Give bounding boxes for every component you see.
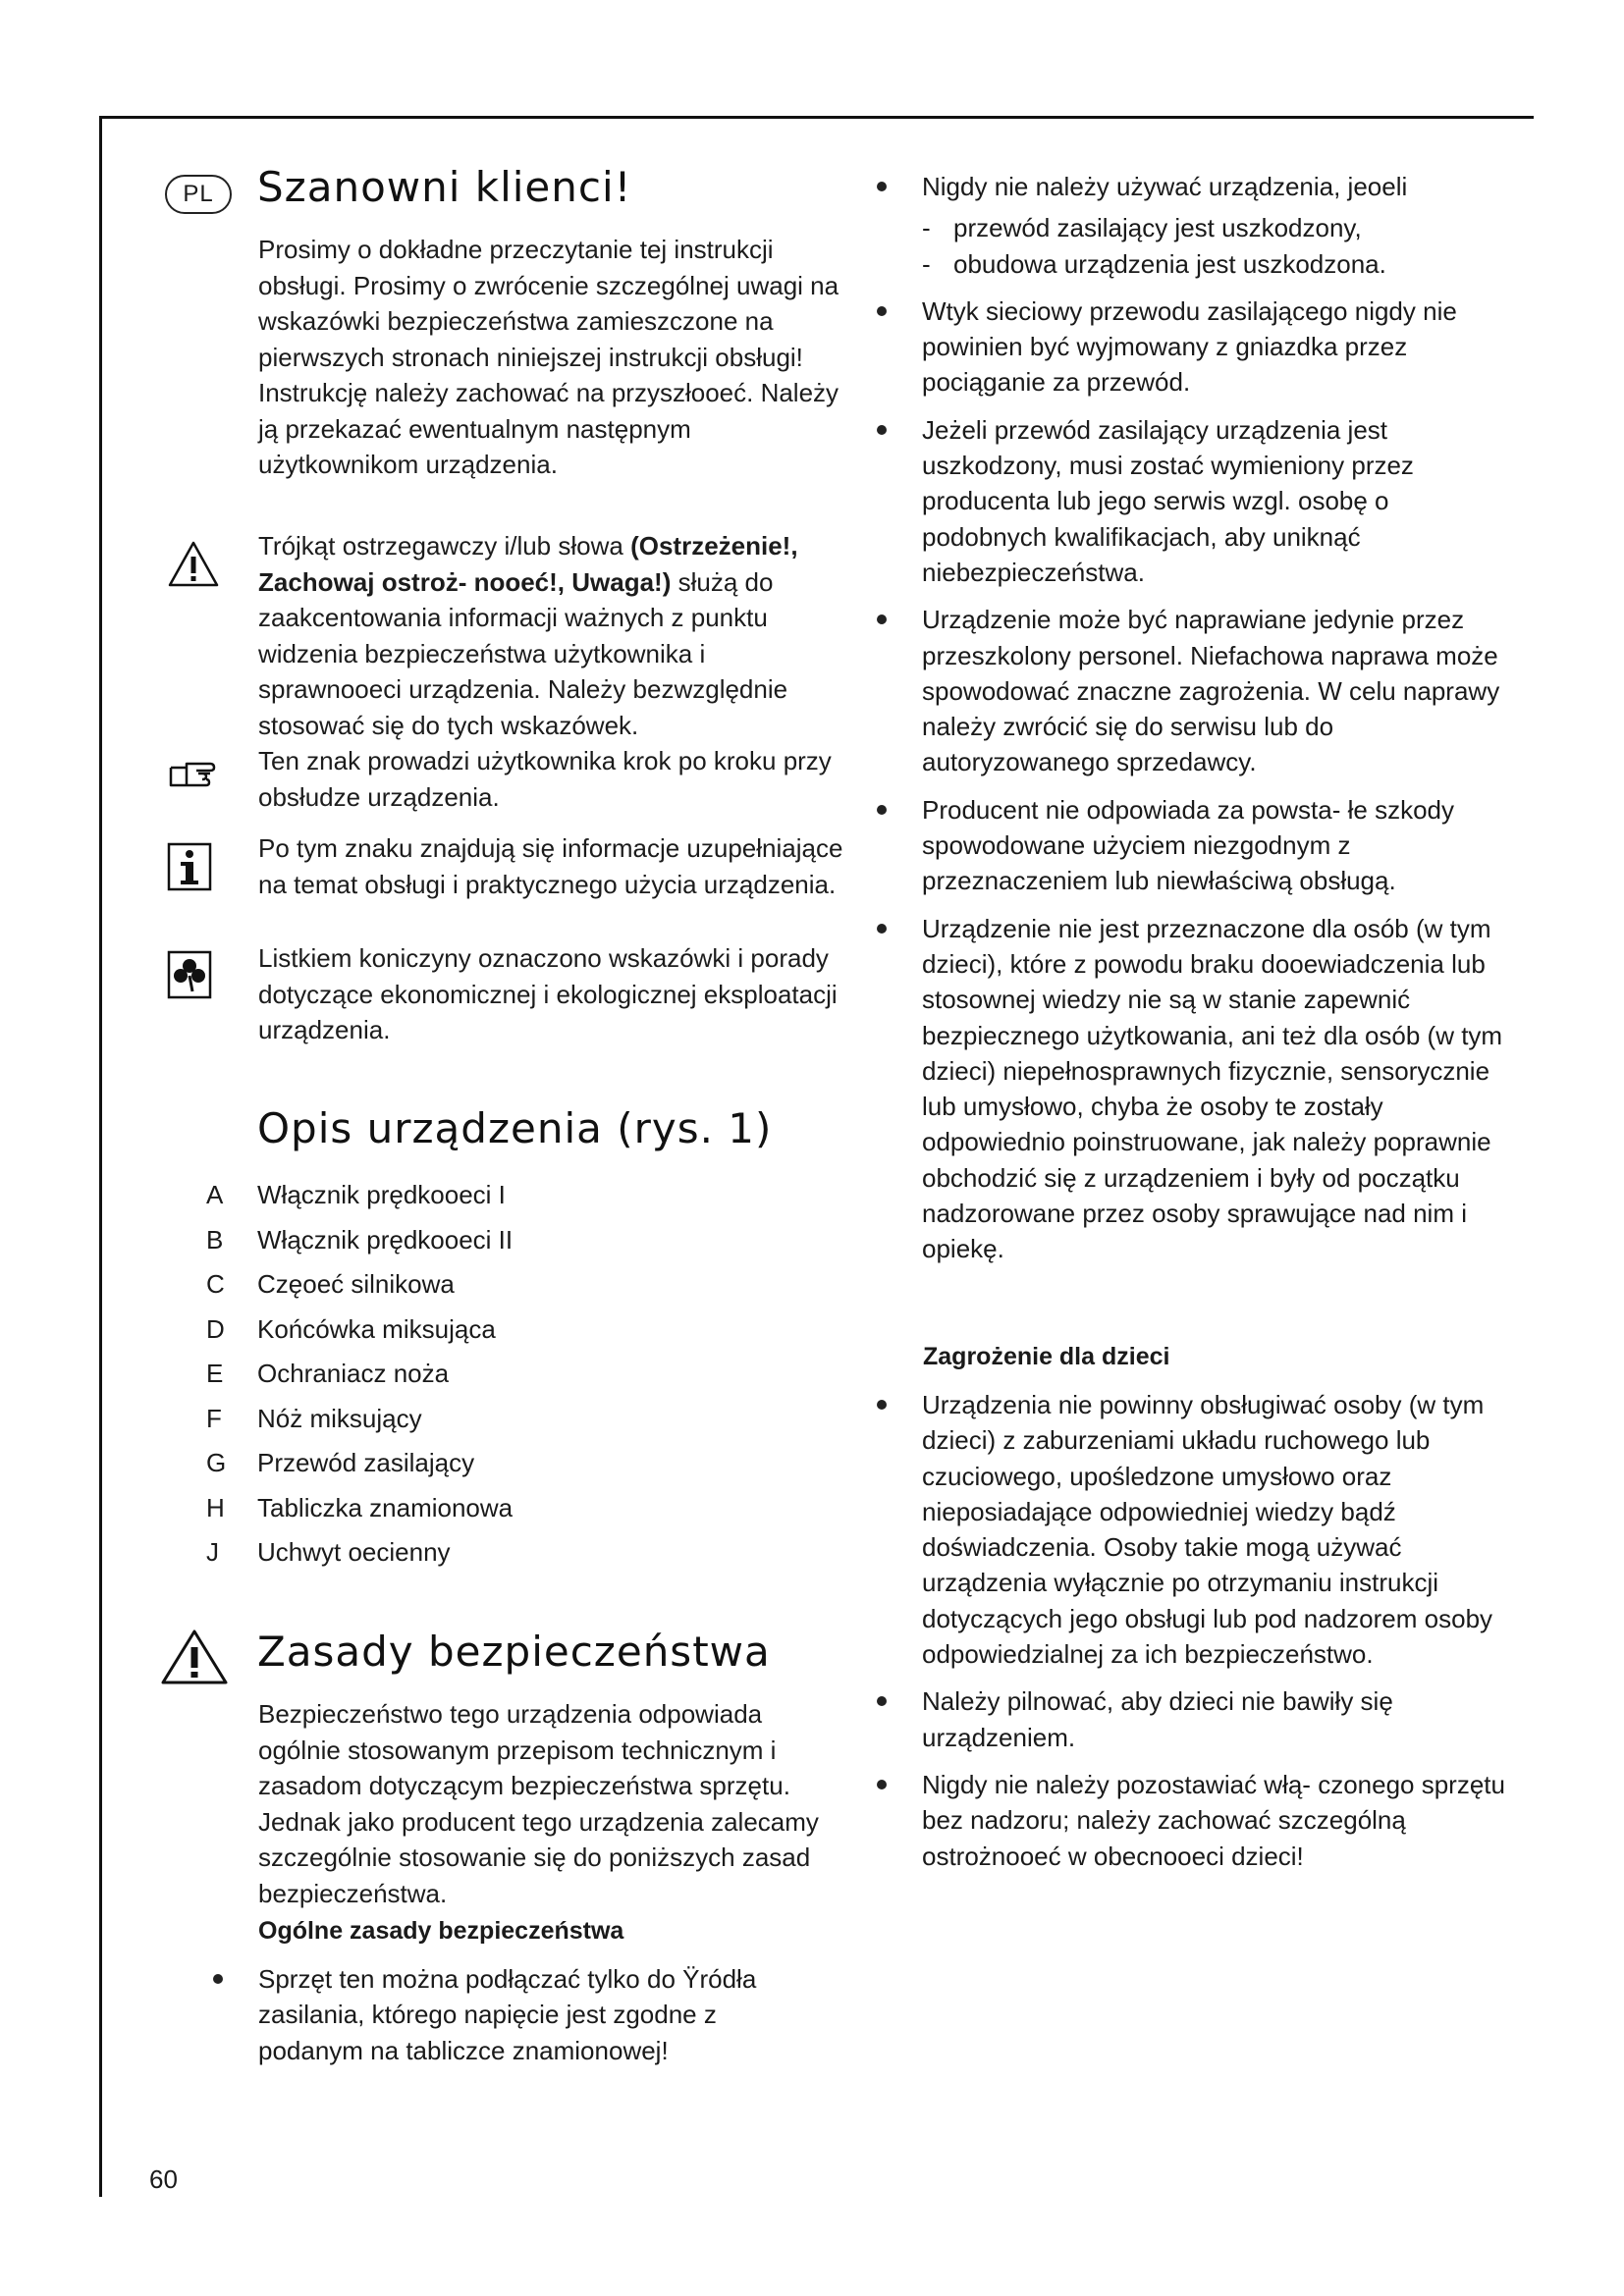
parts-list-item: J Uchwyt oecienny [206,1537,451,1567]
safety-bullet: Urządzenia nie powinny obsługiwać osoby (w tym dzieci) z zaburzeniami układu ruchowego lub czuciowego, upośledzone umysłowo oraz nieposiadające odpowiedniej wiedzy bądź doświadczenia. Osoby takie mogą używać urządzenia wyłącznie po otrzymaniu instrukcji dotyczących jego obsługi lub pod nadzorem osoby odpowiedzialnej za ich bezpieczeństwo. [877,1387,1505,1672]
parts-list [206,1173,513,1575]
greeting-paragraph: Prosimy o dokładne przeczytanie tej instrukcji obsługi. Prosimy o zwrócenie szczególnej uwagi na wskazówki bezpieczeństwa zamieszczone na pierwszych stronach niniejszej instrukcji obsługi! Instrukcję należy zachować na przyszłooeć. Należy ją przekazać ewentualnym następnym użytkownikom urządzenia. [258,235,839,479]
description-heading: Opis urządzenia (rys. 1) [257,1104,773,1152]
safety-sub-item: - przewód zasilający jest uszkodzony, [922,210,1505,245]
general-safety-list [213,1961,822,2080]
page-frame-top-rule [99,116,1534,119]
page-number: 60 [149,2164,178,2194]
safety-heading: Zasady bezpieczeństwa [257,1628,771,1676]
parts-list-item: E Ochraniacz noża [206,1359,450,1388]
hand-symbol-explanation: Ten znak prowadzi użytkownika krok po kroku przy obsłudze urządzenia. [258,746,832,812]
safety-bullet: Wtyk sieciowy przewodu zasilającego nigdy nie powinien być wyjmowany z gniazdka przez pociąganie za przewód. [877,294,1505,400]
eco-symbol-explanation: Listkiem koniczyny oznaczono wskazówki i porady dotyczące ekonomicznej i ekologicznej eksploatacji urządzenia. [258,943,838,1044]
parts-list-item: C Częoeć silnikowa [206,1269,455,1299]
parts-list-item: D Końcówka miksująca [206,1313,496,1344]
warning-text-bold: (Ostrzeżenie!, Zachowaj ostroż- nooeć!, Uwaga!) [258,531,798,597]
safety-bullet: Jeżeli przewód zasilający urządzenia jest uszkodzony, musi zostać wymieniony przez producenta lub jego serwis wzgl. osobę o podobnych kwalifikacjach, aby uniknąć niebezpieczeństwa. [877,412,1505,590]
warning-symbol-explanation [258,528,847,743]
children-safety-list [877,1387,1505,1886]
page-frame-left-rule [99,116,102,2197]
info-icon [167,842,212,891]
children-hazard-subheading: Zagrożenie dla dzieci [923,1343,1170,1370]
safety-bullet: Sprzęt ten można podłączać tylko do Ÿródła zasilania, którego napięcie jest zgodne z podanym na tabliczce znamionowej! [213,1961,822,2068]
safety-warning-triangle-icon [159,1628,230,1686]
warning-text-1: Trójkąt ostrzegawczy i/lub słowa [258,531,623,561]
safety-bullet: Należy pilnować, aby dzieci nie bawiły się urządzeniem. [877,1683,1505,1755]
pointing-hand-icon [167,754,220,793]
parts-list-item: F Nóż miksujący [206,1403,422,1433]
safety-sub-list [922,210,1505,282]
parts-list-item: A Włącznik prędkooeci I [206,1180,506,1209]
safety-intro-paragraph: Bezpieczeństwo tego urządzenia odpowiada ogólnie stosowanym przepisom technicznym i zasadom dotyczącym bezpieczeństwa sprzętu. Jednak jako producent tego urządzenia zalecamy szczególnie stosowanie się do poniższych zasad bezpieczeństwa. [258,1699,819,1908]
safety-bullet: Nigdy nie należy pozostawiać włą- czonego sprzętu bez nadzoru; należy zachować szczególną ostrożnooeć w obecnooeci dzieci! [877,1767,1505,1874]
greeting-heading: Szanowni klienci! [257,163,632,211]
safety-bullet: Urządzenie nie jest przeznaczone dla osób (w tym dzieci), które z powodu braku dooewiadczenia lub stosownej wiedzy nie są w stanie zapewnić bezpiecznego użytkowania, ani też dla osób (w tym dzieci) niepełnosprawnych fizycznie, sensorycznie lub umysłowo, chyba że osoby te zostały odpowiednio poinstruowane, jak należy poprawnie obchodzić się z urządzeniem i były od początku nadzorowane przez osoby sprawujące nad nim i opiekę. [877,911,1505,1267]
info-symbol-explanation: Po tym znaku znajdują się informacje uzupełniające na temat obsługi i praktycznego użycia urządzenia. [258,833,843,899]
warning-triangle-icon [167,538,220,591]
safety-sub-item: - obudowa urządzenia jest uszkodzona. [922,246,1505,282]
safety-bullet: Urządzenie może być naprawiane jedynie przez przeszkolony personel. Niefachowa naprawa może spowodować znaczne zagrożenia. W celu naprawy należy zwrócić się do serwisu lub do autoryzowanego sprzedawcy. [877,602,1505,779]
safety-bullet: Nigdy nie należy używać urządzenia, jeoeli - przewód zasilający jest uszkodzony, - obudowa urządzenia jest uszkodzona. [877,169,1505,282]
right-safety-list [877,169,1505,1279]
parts-list-item: G Przewód zasilający [206,1448,475,1477]
general-safety-subheading: Ogólne zasady bezpieczeństwa [258,1917,624,1945]
warning-text-2: służą do zaakcentowania informacji ważnych z punktu widzenia bezpieczeństwa użytkownika i sprawnooeci urządzenia. Należy bezwzględnie stosować się do tych wskazówek. [258,566,788,740]
parts-list-item: B Włącznik prędkooeci II [206,1224,514,1255]
parts-list-item: H Tabliczka znamionowa [206,1492,514,1522]
safety-bullet: Producent nie odpowiada za powsta- łe szkody spowodowane użyciem niezgodnym z przeznaczeniem lub niewłaściwą obsługą. [877,792,1505,899]
language-badge: PL [165,175,232,214]
eco-clover-icon [167,950,212,999]
